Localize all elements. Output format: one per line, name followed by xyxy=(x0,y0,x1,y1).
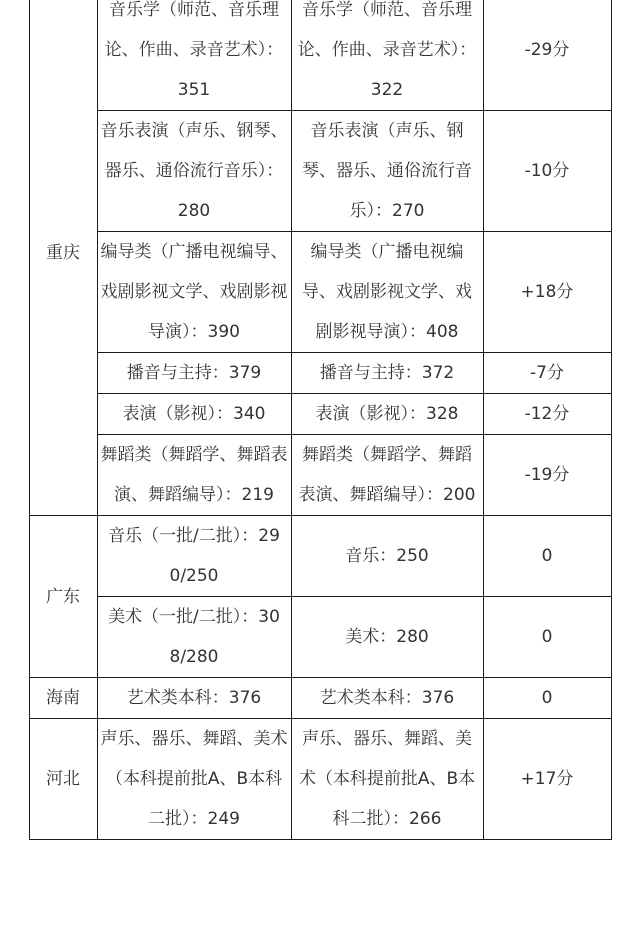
score-2021-cell: 艺术类本科：376 xyxy=(291,678,483,719)
score-2020-cell: 编导类（广播电视编导、戏剧影视文学、戏剧影视导演）：390 xyxy=(97,232,291,353)
score-2020-cell: 音乐表演（声乐、钢琴、器乐、通俗流行音乐）：280 xyxy=(97,111,291,232)
score-2020-cell: 声乐、器乐、舞蹈、美术（本科提前批A、B本科二批）：249 xyxy=(97,719,291,840)
score-2021-cell: 音乐表演（声乐、钢琴、器乐、通俗流行音乐）：270 xyxy=(291,111,483,232)
score-diff-cell: 0 xyxy=(483,678,611,719)
table-row xyxy=(0,516,640,597)
score-2021-cell: 音乐：250 xyxy=(291,516,483,597)
table-row xyxy=(0,678,640,719)
score-2021-cell: 舞蹈类（舞蹈学、舞蹈表演、舞蹈编导）：200 xyxy=(291,435,483,516)
score-diff-cell: 0 xyxy=(483,516,611,597)
right-margin-cell xyxy=(611,0,640,840)
region-cell: 海南 xyxy=(29,678,97,719)
score-2021-cell: 播音与主持：372 xyxy=(291,353,483,394)
score-diff-cell: -7分 xyxy=(483,353,611,394)
region-cell: 重庆 xyxy=(29,0,97,516)
region-cell: 广东 xyxy=(29,516,97,678)
score-2020-cell: 音乐（一批/二批）：290/250 xyxy=(97,516,291,597)
score-2021-cell: 编导类（广播电视编导、戏剧影视文学、戏剧影视导演）：408 xyxy=(291,232,483,353)
table-row xyxy=(0,0,640,111)
score-2021-cell: 音乐学（师范、音乐理论、作曲、录音艺术）：322 xyxy=(291,0,483,111)
score-2020-cell: 表演（影视）：340 xyxy=(97,394,291,435)
score-2020-cell: 播音与主持：379 xyxy=(97,353,291,394)
score-diff-cell: -19分 xyxy=(483,435,611,516)
score-2021-cell: 表演（影视）：328 xyxy=(291,394,483,435)
score-diff-cell: -10分 xyxy=(483,111,611,232)
score-diff-cell: -29分 xyxy=(483,0,611,111)
score-2021-cell: 美术：280 xyxy=(291,597,483,678)
score-2021-cell: 声乐、器乐、舞蹈、美术（本科提前批A、B本科二批）：266 xyxy=(291,719,483,840)
score-2020-cell: 美术（一批/二批）：308/280 xyxy=(97,597,291,678)
score-2020-cell: 艺术类本科：376 xyxy=(97,678,291,719)
score-diff-cell: -12分 xyxy=(483,394,611,435)
left-margin-cell xyxy=(0,0,29,840)
score-diff-cell: +18分 xyxy=(483,232,611,353)
score-diff-cell: 0 xyxy=(483,597,611,678)
score-diff-cell: +17分 xyxy=(483,719,611,840)
table-row xyxy=(0,719,640,840)
score-2020-cell: 音乐学（师范、音乐理论、作曲、录音艺术）：351 xyxy=(97,0,291,111)
score-2020-cell: 舞蹈类（舞蹈学、舞蹈表演、舞蹈编导）：219 xyxy=(97,435,291,516)
region-cell: 河北 xyxy=(29,719,97,840)
